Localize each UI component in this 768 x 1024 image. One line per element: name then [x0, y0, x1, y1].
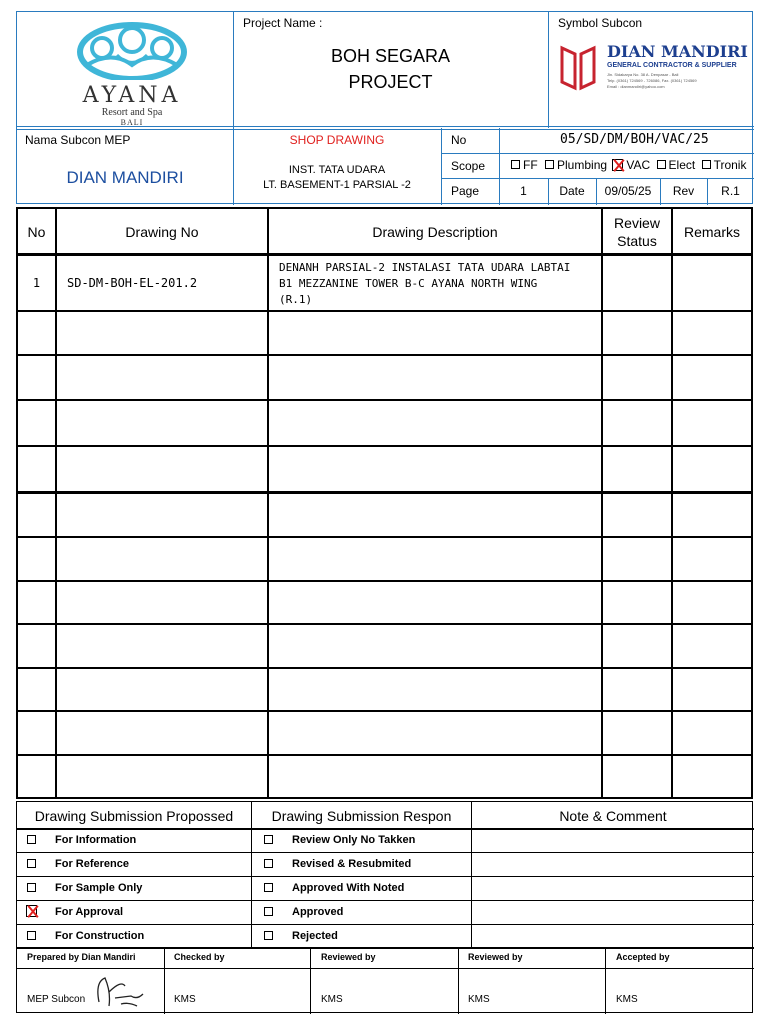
- scope-elect-checkbox[interactable]: Elect: [657, 158, 696, 172]
- col-header-drawing-no: Drawing No: [125, 224, 199, 240]
- proposed-for-information[interactable]: For Information: [27, 834, 136, 846]
- respon-title: Drawing Submission Respon: [271, 808, 452, 824]
- col-header-remarks: Remarks: [683, 224, 740, 240]
- row-drawing-no: SD-DM-BOH-EL-201.2: [67, 276, 198, 290]
- row-description-line1: DENANH PARSIAL-2 INSTALASI TATA UDARA LABTAI: [279, 261, 571, 274]
- scope-label: Scope: [451, 159, 486, 173]
- no-label: No: [451, 133, 467, 147]
- header-block: [16, 11, 753, 204]
- subcon-name: DIAN MANDIRI: [66, 168, 184, 187]
- drawing-table: [16, 207, 753, 799]
- ayana-tagline: Resort and Spa: [101, 107, 163, 118]
- proposed-for-construction[interactable]: For Construction: [27, 930, 144, 942]
- ayana-location: BALI: [120, 118, 144, 127]
- page-label: Page: [451, 184, 480, 198]
- project-name-line2: PROJECT: [348, 72, 433, 92]
- no-value: 05/SD/DM/BOH/VAC/25: [560, 132, 709, 147]
- accepted-by-label: Accepted by: [616, 952, 670, 962]
- doc-line2: LT. BASEMENT-1 PARSIAL -2: [263, 179, 411, 191]
- ayana-emblem-icon: [67, 20, 197, 80]
- scope-vac-checkbox[interactable]: VAC: [612, 158, 650, 172]
- accepted-by-value: KMS: [616, 994, 638, 1005]
- reviewed-by-2-value: KMS: [468, 994, 490, 1005]
- scope-ff-checkbox[interactable]: FF: [511, 158, 538, 172]
- dian-mandiri-email: Email : dianmandiri@yahoo.com: [607, 84, 665, 89]
- dian-mandiri-phone: Telp. (0361) 724569 - 726086, Fax. (0361) 724569: [607, 78, 697, 83]
- ayana-wordmark: AYANA: [82, 83, 182, 108]
- reviewed-by-1-value: KMS: [321, 994, 343, 1005]
- col-header-description: Drawing Description: [372, 224, 498, 240]
- submission-block: [16, 801, 753, 1013]
- checked-by-label: Checked by: [174, 952, 225, 962]
- respon-review-only[interactable]: Review Only No Takken: [264, 834, 415, 846]
- dian-mandiri-wordmark: DIAN MANDIRI: [607, 42, 748, 61]
- date-label: Date: [559, 184, 585, 198]
- proposed-for-reference[interactable]: For Reference: [27, 858, 129, 870]
- dian-mandiri-emblem-icon: [559, 44, 597, 92]
- signature-icon: [91, 972, 151, 1012]
- project-name-label: Project Name :: [243, 16, 323, 30]
- proposed-title: Drawing Submission Propossed: [34, 808, 234, 824]
- row-no: 1: [32, 276, 41, 290]
- scope-tronik-checkbox[interactable]: Tronik: [702, 158, 747, 172]
- dian-mandiri-subtitle: GENERAL CONTRACTOR & SUPPLIER: [607, 62, 737, 69]
- reviewed-by-1-label: Reviewed by: [321, 952, 376, 962]
- row-description-line2: B1 MEZZANINE TOWER B-C AYANA NORTH WING: [279, 277, 538, 290]
- col-header-review-status: Review Status: [614, 215, 660, 249]
- proposed-for-sample-only[interactable]: For Sample Only: [27, 882, 142, 894]
- page-value: 1: [520, 184, 527, 198]
- ayana-logo: [67, 20, 197, 127]
- reviewed-by-2-label: Reviewed by: [468, 952, 523, 962]
- scope-options: [511, 158, 746, 172]
- prepared-by-label: Prepared by Dian Mandiri: [27, 952, 136, 962]
- note-title: Note & Comment: [559, 808, 667, 824]
- project-name-line1: BOH SEGARA: [330, 46, 451, 66]
- checked-by-value: KMS: [174, 994, 196, 1005]
- date-value: 09/05/25: [604, 184, 652, 198]
- symbol-subcon-label: Symbol Subcon: [558, 16, 643, 30]
- respon-approved[interactable]: Approved: [264, 906, 343, 918]
- subcon-label: Nama Subcon MEP: [25, 133, 131, 147]
- proposed-for-approval[interactable]: For Approval: [26, 906, 123, 918]
- doc-type: SHOP DRAWING: [289, 133, 385, 147]
- prepared-by-value: MEP Subcon: [27, 994, 86, 1005]
- dian-mandiri-logo: [559, 40, 749, 100]
- respon-revised-resubmited[interactable]: Revised & Resubmited: [264, 858, 411, 870]
- doc-line1: INST. TATA UDARA: [288, 164, 386, 176]
- col-header-no: No: [27, 224, 46, 240]
- respon-approved-with-noted[interactable]: Approved With Noted: [264, 882, 404, 894]
- rev-label: Rev: [672, 184, 695, 198]
- dian-mandiri-address: Jln. Sidakarya No. 38 A. Denpasar - Bali: [607, 72, 679, 77]
- respon-rejected[interactable]: Rejected: [264, 930, 338, 942]
- rev-value: R.1: [721, 184, 740, 198]
- scope-plumbing-checkbox[interactable]: Plumbing: [545, 158, 607, 172]
- row-description-line3: (R.1): [279, 293, 313, 306]
